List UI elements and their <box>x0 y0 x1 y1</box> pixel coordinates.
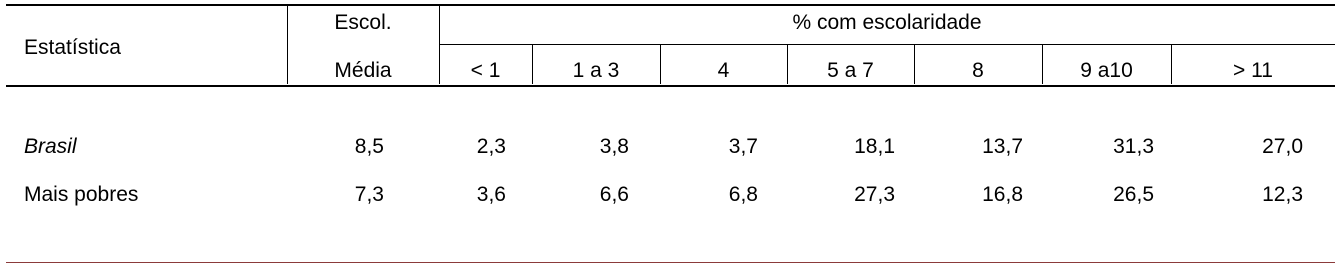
header-media: Média <box>334 59 392 82</box>
col-header: > 11 <box>1233 59 1273 82</box>
col-header: 4 <box>717 59 730 82</box>
table-cell: 3,6 <box>476 183 506 206</box>
col-header: 9 a10 <box>1080 59 1133 82</box>
header-bottom-rule <box>6 85 1335 87</box>
table-cell: 26,5 <box>1113 183 1154 206</box>
table-cell: 13,7 <box>982 135 1023 158</box>
row-mean: 8,5 <box>354 135 384 158</box>
table-cell: 6,8 <box>728 183 758 206</box>
table-cell: 27,3 <box>854 183 895 206</box>
col-header: 5 a 7 <box>827 59 874 82</box>
header-escol: Escol. <box>334 11 392 34</box>
col-header: 1 a 3 <box>572 59 620 82</box>
table-cell: 16,8 <box>982 183 1023 206</box>
col-header: 8 <box>972 59 984 82</box>
table-cell: 12,3 <box>1262 183 1303 206</box>
table-cell: 18,1 <box>854 135 895 158</box>
header-group-rule <box>439 44 1335 45</box>
table-cell: 27,0 <box>1262 135 1303 158</box>
header-statistica: Estatística <box>24 36 121 59</box>
row-mean: 7,3 <box>354 183 384 206</box>
table-cell: 3,8 <box>599 135 629 158</box>
table-cell: 6,6 <box>599 183 629 206</box>
col-header: < 1 <box>470 59 501 82</box>
header-group-percent: % com escolaridade <box>792 11 982 34</box>
row-label-mais-pobres: Mais pobres <box>24 183 139 206</box>
table-cell: 3,7 <box>728 135 758 158</box>
table-top-rule <box>6 4 1335 6</box>
row-label-brasil: Brasil <box>24 135 77 158</box>
table-cell: 2,3 <box>476 135 506 158</box>
table-bottom-rule <box>6 262 1335 263</box>
table-cell: 31,3 <box>1113 135 1154 158</box>
